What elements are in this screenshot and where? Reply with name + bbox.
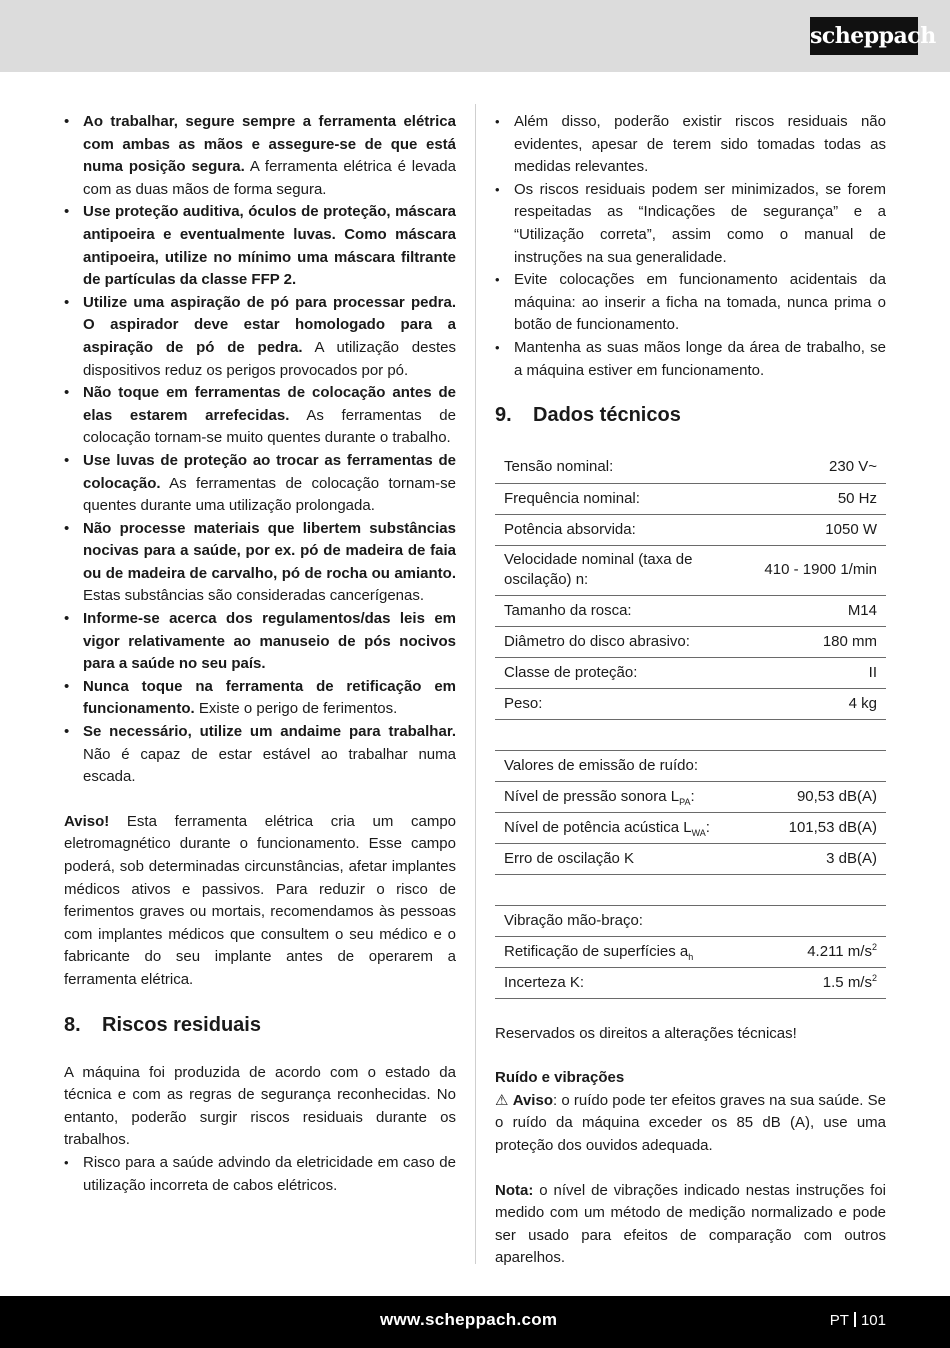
- value-text: 1.5 m/s: [822, 973, 872, 991]
- list-item: • Os riscos residuais podem ser minimizados, se forem respeitadas as “Indicações de segurança” e a “Utilização correta”, assim como o manual de instruções na sua generalidade.: [495, 179, 886, 269]
- residual-risks-intro: A máquina foi produzida de acordo com o estado da técnica e com as regras de segurança reconhecidas. No entanto, poderão surgir riscos residuais durante os trabalhos.: [64, 1063, 456, 1149]
- website-link[interactable]: www.scheppach.com: [380, 1310, 558, 1329]
- vibration-table: [495, 905, 886, 999]
- bold-text: Nunca toque na ferramenta de retificação em funcionamento.: [83, 677, 456, 718]
- table-row: [495, 657, 886, 688]
- subscript: h: [688, 951, 694, 962]
- table-row: [495, 595, 886, 626]
- noise-warning: [495, 1090, 886, 1158]
- list-item: [64, 608, 456, 676]
- table-row: [495, 514, 886, 545]
- bold-text: Use proteção auditiva, óculos de proteção, máscara antipoeira e eventualmente luvas. Como máscara antipoeira, utilize no mínimo uma máscara filtrante de partículas da classe FFP 2.: [83, 203, 456, 289]
- language-code: PT: [829, 1312, 849, 1329]
- spec-value: II: [755, 657, 886, 688]
- subscript: WA: [691, 827, 706, 838]
- table-row: [495, 452, 886, 483]
- page-number: 101: [860, 1312, 886, 1329]
- residual-risks-list-cont: [495, 111, 886, 382]
- bold-text: Utilize uma aspiração de pó para processar pedra. O aspirador deve estar homologado para a aspiração de pó de pedra.: [83, 293, 456, 356]
- subscript: PA: [679, 796, 691, 807]
- spec-label: Diâmetro do disco abrasivo:: [495, 626, 755, 657]
- spec-value: 1050 W: [755, 514, 886, 545]
- spec-label: [495, 781, 760, 812]
- list-item: • Evite colocações em funcionamento acidentais da máquina: ao inserir a ficha na tomada, nunca prima o botão de funcionamento.: [495, 269, 886, 337]
- spec-label: Velocidade nominal (taxa de oscilação) n:: [495, 545, 755, 595]
- notice-label: Aviso!: [64, 812, 110, 830]
- bold-text: Ao trabalhar, segure sempre a ferramenta elétrica com ambas as mãos e assegure-se de que está numa posição segura.: [83, 113, 456, 176]
- label-suffix: :: [705, 818, 710, 836]
- spec-value: 3 dB(A): [760, 843, 886, 874]
- spec-value: [770, 967, 886, 998]
- body-text: Não é capaz de estar estável ao trabalhar numa escada.: [83, 745, 456, 786]
- bold-text: Não toque em ferramentas de colocação antes de elas estarem arrefecidas.: [83, 384, 456, 424]
- spec-label: [495, 936, 770, 967]
- vibration-note: [495, 1180, 886, 1270]
- spec-value: M14: [755, 595, 886, 626]
- noise-emission-table: [495, 750, 886, 875]
- section-heading-technical-data: [495, 402, 886, 428]
- table-row: [495, 812, 886, 843]
- table-row: [495, 843, 886, 874]
- notice-text: Esta ferramenta elétrica cria um campo eletromagnético durante o funcionamento. Esse campo poderá, sob determinadas circunstâncias, afetar implantes médicos ativos e passivos. Para reduzir o risco de ferimentos graves ou mortais, recomendamos às pessoas com implantes médicos que consultem o seu médico e o fabricante do seu implante antes de operarem a ferramenta elétrica.: [64, 812, 456, 988]
- warning-label: Aviso: [512, 1091, 553, 1109]
- superscript: 2: [871, 941, 877, 952]
- section-heading-residual-risks: [64, 1012, 456, 1038]
- note-text: o nível de vibrações indicado nestas instruções foi medido com um método de medição normalizado e pode ser usado para efeitos de comparação com outros aparelhos.: [495, 1181, 886, 1267]
- spec-label: Potência absorvida:: [495, 514, 755, 545]
- warning-icon: ⚠: [495, 1091, 509, 1109]
- table-row: [495, 688, 886, 719]
- body-text: A utilização destes dispositivos reduz os perigos provocados por pó.: [83, 338, 456, 379]
- list-item: • Mantenha as suas mãos longe da área de trabalho, se a máquina estiver em funcionamento.: [495, 337, 886, 382]
- table-header: Valores de emissão de ruído:: [495, 750, 886, 781]
- label-text: Retificação de superfícies a: [504, 942, 689, 960]
- table-row: [495, 750, 886, 781]
- reserved-rights-note: Reservados os direitos a alterações técnicas!: [495, 1024, 797, 1042]
- spec-label: [495, 812, 760, 843]
- spec-value: 101,53 dB(A): [760, 812, 886, 843]
- body-text: A ferramenta elétrica é levada com as duas mãos de forma segura.: [83, 158, 456, 198]
- list-item: [64, 201, 456, 291]
- separator: [854, 1312, 856, 1327]
- spec-label: Tensão nominal:: [495, 452, 755, 483]
- note-label: Nota:: [495, 1181, 534, 1199]
- body-text: As ferramentas de colocação tornam-se quentes durante uma utilização prolongada.: [83, 474, 456, 515]
- bold-text: Não processe materiais que libertem substâncias nocivas para a saúde, por ex. pó de madeira de faia ou de madeira de carvalho, pó de rocha ou amianto.: [83, 519, 456, 582]
- warning-text: : o ruído pode ter efeitos graves na sua saúde. Se o ruído da máquina exceder os 85 dB (A), use uma proteção dos ouvidos adequada.: [495, 1091, 887, 1154]
- list-item: [64, 111, 456, 201]
- list-item: [64, 721, 456, 789]
- spec-label: Tamanho da rosca:: [495, 595, 755, 626]
- table-row: [495, 781, 886, 812]
- spec-value: [770, 936, 886, 967]
- superscript: 2: [871, 972, 877, 983]
- bold-text: Se necessário, utilize um andaime para trabalhar.: [83, 723, 456, 741]
- label-suffix: :: [690, 787, 695, 805]
- value-text: 4.211 m/s: [807, 942, 872, 960]
- list-item: [64, 518, 456, 608]
- table-row: [495, 483, 886, 514]
- spec-label: [495, 967, 770, 998]
- spec-value: 180 mm: [755, 626, 886, 657]
- table-row: [495, 905, 886, 936]
- right-column: [495, 111, 886, 1270]
- list-item: [64, 292, 456, 382]
- list-item: [64, 450, 456, 518]
- table-row: [495, 545, 886, 595]
- page-indicator: [830, 1310, 886, 1333]
- table-header: Vibração mão-braço:: [495, 905, 886, 936]
- body-text: As ferramentas de colocação tornam-se muito quentes durante o trabalho.: [83, 406, 456, 447]
- safety-list: [64, 111, 456, 789]
- spec-value: 230 V~: [755, 452, 886, 483]
- bold-text: Use luvas de proteção ao trocar as ferramentas de colocação.: [83, 451, 456, 492]
- section-number: 8.: [64, 1013, 81, 1036]
- footer-bar: [0, 1296, 950, 1348]
- technical-data-table: [495, 452, 886, 720]
- list-item: [64, 676, 456, 721]
- table-row: [495, 936, 886, 967]
- list-item: • Além disso, poderão existir riscos residuais não evidentes, apesar de terem sido tomadas todas as medidas relevantes.: [495, 111, 886, 179]
- column-divider: [475, 104, 476, 1264]
- header-bar: [0, 0, 950, 72]
- body-text: Estas substâncias são consideradas cancerígenas.: [83, 587, 425, 605]
- spec-value: 410 - 1900 1/min: [755, 545, 886, 595]
- label-text: Incerteza K:: [504, 973, 585, 991]
- residual-risks-list: [64, 1152, 456, 1197]
- body-text: Existe o perigo de ferimentos.: [194, 700, 398, 718]
- spec-value: 50 Hz: [755, 483, 886, 514]
- bold-text: Informe-se acerca dos regulamentos/das leis em vigor relativamente ao manuseio de pós nocivos para a saúde no seu país.: [83, 610, 456, 673]
- list-item: • Risco para a saúde advindo da eletricidade em caso de utilização incorreta de cabos elétricos.: [64, 1152, 456, 1197]
- table-row: [495, 967, 886, 998]
- spec-label: Peso:: [495, 688, 755, 719]
- list-item: [64, 382, 456, 450]
- label-text: Nível de pressão sonora L: [504, 787, 680, 805]
- left-column: [64, 111, 456, 1197]
- brand-logo: scheppach: [810, 17, 918, 55]
- spec-value: 90,53 dB(A): [760, 781, 886, 812]
- spec-label: Classe de proteção:: [495, 657, 755, 688]
- table-row: [495, 626, 886, 657]
- section-title: Riscos residuais: [102, 1013, 261, 1036]
- label-text: Erro de oscilação K: [504, 849, 635, 867]
- section-number: 9.: [495, 404, 512, 427]
- section-title: Dados técnicos: [533, 404, 681, 427]
- subsection-title: Ruído e vibrações: [495, 1069, 625, 1087]
- spec-label: Frequência nominal:: [495, 483, 755, 514]
- spec-value: 4 kg: [755, 688, 886, 719]
- noise-vibration-title: [495, 1067, 886, 1090]
- label-text: Nível de potência acústica L: [504, 818, 692, 836]
- spec-label: [495, 843, 760, 874]
- emf-notice: [64, 811, 456, 992]
